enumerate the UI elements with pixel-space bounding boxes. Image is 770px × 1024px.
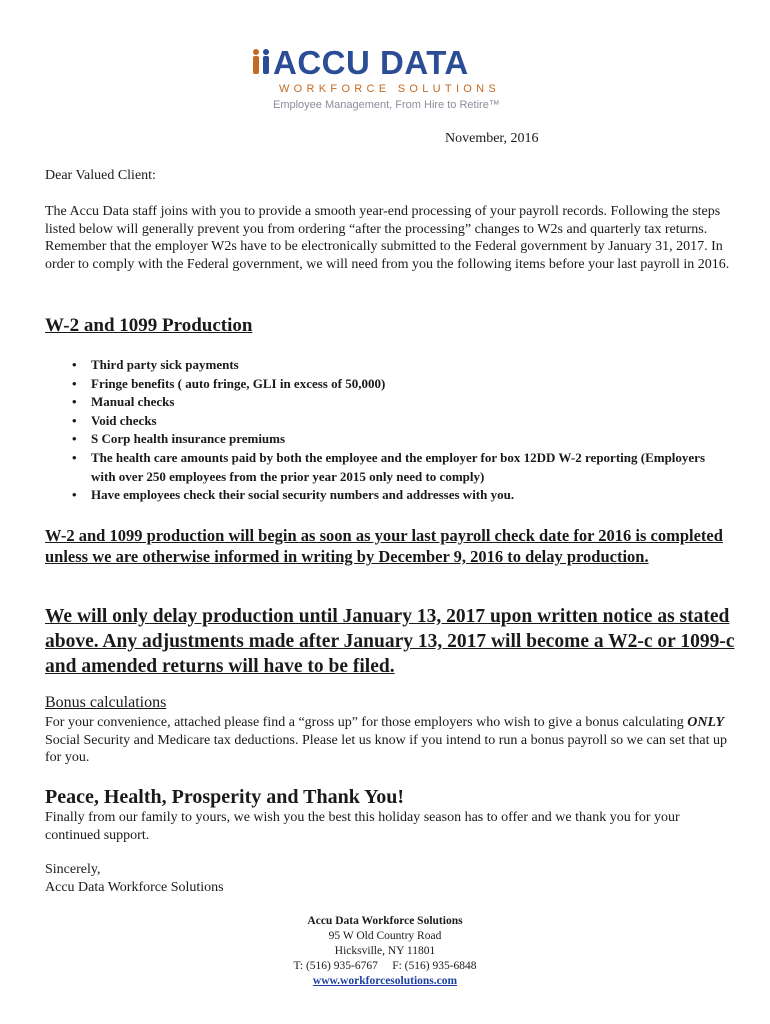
footer bbox=[0, 914, 770, 989]
bonus-text-after: Social Security and Medicare tax deductions. Please let us know if you intend to run a bonus payroll so we can set that up for you. bbox=[45, 732, 727, 765]
requirements-list bbox=[45, 356, 725, 505]
bonus-emphasis: ONLY bbox=[687, 715, 725, 730]
list-item: • Void checks bbox=[45, 412, 725, 431]
footer-address-line1: 95 W Old Country Road bbox=[328, 930, 442, 942]
signature-block bbox=[45, 861, 224, 897]
production-notice: W-2 and 1099 production will begin as soon as your last payroll check date for 2016 is completed unless we are otherwise informed in writing by December 9, 2016 to delay production. bbox=[45, 526, 723, 566]
greeting: Dear Valued Client: bbox=[45, 168, 156, 183]
signature-salutation: Sincerely, bbox=[45, 862, 101, 877]
closing-paragraph: Finally from our family to yours, we wish you the best this holiday season has to offer and we thank you for your continued support. bbox=[45, 810, 680, 843]
delay-notice: We will only delay production until January 13, 2017 upon written notice as stated above. Any adjustments made after January 13, 2017 will become a W2-c or 1099-c and amended returns will have to be filed. bbox=[45, 606, 735, 677]
bonus-text-before: For your convenience, attached please find a “gross up” for those employers who wish to give a bonus calculating bbox=[45, 715, 688, 730]
list-item: • Manual checks bbox=[45, 393, 725, 412]
section-heading-w2: W-2 and 1099 Production bbox=[45, 315, 253, 336]
list-item: • Have employees check their social security numbers and addresses with you. bbox=[45, 486, 725, 505]
logo-subtitle: WORKFORCE SOLUTIONS bbox=[279, 83, 501, 95]
people-icon bbox=[251, 48, 273, 80]
list-item: • Fringe benefits ( auto fringe, GLI in excess of 50,000) bbox=[45, 375, 725, 394]
footer-address-line2: Hicksville, NY 11801 bbox=[334, 945, 436, 957]
logo-title: ACCU DATA bbox=[273, 44, 469, 81]
footer-phones: T: (516) 935-6767 F: (516) 935-6848 bbox=[293, 960, 477, 972]
bonus-paragraph bbox=[45, 714, 735, 767]
footer-company: Accu Data Workforce Solutions bbox=[307, 915, 463, 927]
list-item: • S Corp health insurance premiums bbox=[45, 430, 725, 449]
bonus-heading: Bonus calculations bbox=[45, 694, 167, 711]
website-link[interactable]: www.workforcesolutions.com bbox=[312, 975, 458, 987]
list-item: • Third party sick payments bbox=[45, 356, 725, 375]
list-item: • The health care amounts paid by both the employee and the employer for box 12DD W-2 reporting (Employers with over 250 employees from the prior year 2015 only need to comply) bbox=[45, 449, 725, 486]
intro-paragraph: The Accu Data staff joins with you to provide a smooth year-end processing of your payroll records. Following the steps listed below will generally prevent you from ordering “after the processing” changes to W2s and quarterly tax returns. Remember that the employer W2s have to be electronically submitted to the Federal government by January 31, 2017. In order to comply with the Federal government, we will need from you the following items before your last payroll in 2016. bbox=[45, 204, 730, 272]
letter-date: November, 2016 bbox=[445, 131, 539, 146]
logo-tagline: Employee Management, From Hire to Retire™ bbox=[273, 99, 500, 111]
signature-name: Accu Data Workforce Solutions bbox=[45, 880, 224, 895]
closing-heading: Peace, Health, Prosperity and Thank You! bbox=[45, 786, 405, 808]
company-logo bbox=[251, 43, 521, 115]
